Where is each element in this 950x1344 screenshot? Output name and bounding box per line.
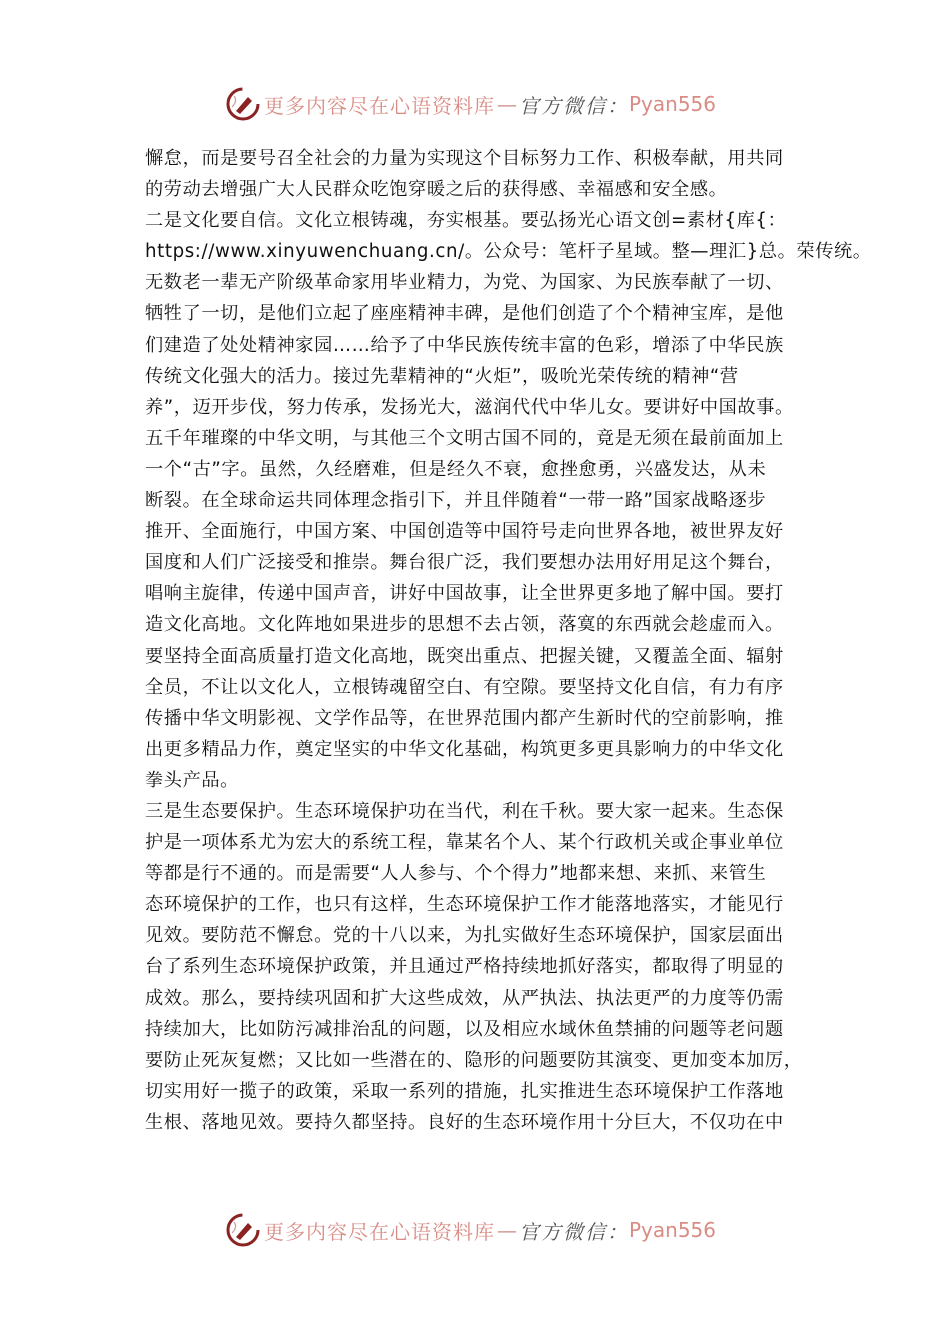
banner-wechat-id: Pyan556 (629, 1218, 717, 1242)
text-line: 的劳动去增强广大人民群众吃饱穿暖之后的获得感、幸福感和安全感。 (145, 179, 728, 201)
banner-dash: — (497, 92, 517, 116)
pen-nib-logo-icon (226, 87, 260, 121)
text-line: 牺牲了一切，是他们立起了座座精神丰碑，是他们创造了个个精神宝库，是他 (145, 303, 784, 325)
text-line: 态环境保护的工作，也只有这样，生态环境保护工作才能落地落实，才能见行 (145, 894, 784, 916)
text-line: 生根、落地见效。要持久都坚持。良好的生态环境作用十分巨大，不仅功在中 (145, 1111, 784, 1133)
text-line: 见效。要防范不懈怠。党的十八以来，为扎实做好生态环境保护，国家层面出 (145, 925, 784, 947)
text-line: 三是生态要保护。生态环境保护功在当代，利在千秋。要大家一起来。生态保 (145, 800, 784, 822)
text-line: 持续加大，比如防污减排治乱的问题，以及相应水域休鱼禁捕的问题等老问题 (145, 1018, 784, 1040)
text-line: 成效。那么，要持续巩固和扩大这些成效，从严执法、执法更严的力度等仍需 (145, 987, 784, 1009)
banner-wechat-label: 官方微信： (519, 93, 629, 118)
text-line: 推开、全面施行，中国方案、中国创造等中国符号走向世界各地，被世界友好 (145, 521, 784, 543)
text-line: 护是一项体系尤为宏大的系统工程，靠某名个人、某个行政机关或企事业单位 (145, 832, 784, 854)
text-line: 无数老一辈无产阶级革命家用毕业精力，为党、为国家、为民族奉献了一切、 (145, 272, 784, 294)
banner-dash: — (497, 1218, 517, 1242)
text-line: 一个“古”字。虽然，久经磨难，但是经久不衰，愈挫愈勇，兴盛发达，从未 (145, 458, 767, 480)
banner-main-text: 更多内容尽在心语资料库 (264, 1219, 495, 1244)
text-line: 懈怠，而是要号召全社会的力量为实现这个目标努力工作、积极奉献，用共同 (145, 148, 784, 169)
text-line: 传播中华文明影视、文学作品等，在世界范围内都产生新时代的空前影响，推 (145, 707, 784, 729)
banner-main-text: 更多内容尽在心语资料库 (264, 93, 495, 118)
banner-wechat-id: Pyan556 (629, 92, 717, 116)
text-line: 断裂。在全球命运共同体理念指引下，并且伴随着“一带一路”国家战略逐步 (145, 490, 767, 512)
text-line: 拳头产品。 (145, 769, 239, 791)
text-line: 全员，不让以文化人，立根铸魂留空白、有空隙。要坚持文化自信，有力有序 (145, 676, 784, 698)
text-line: 台了系列生态环境保护政策，并且通过严格持续地抓好落实，都取得了明显的 (145, 956, 784, 978)
text-line: 们建造了处处精神家园……给予了中华民族传统丰富的色彩，增添了中华民族 (145, 334, 784, 356)
text-line-url: https://www.xinyuwenchuang.cn/。公众号：笔杆子星域。整—理汇}总。荣传统。 (145, 241, 872, 263)
text-line: 养”，迈开步伐，努力传承，发扬光大，滋润代代中华儿女。要讲好中国故事。 (145, 396, 794, 418)
text-line: 等都是行不通的。而是需要“人人参与、个个得力”地都来想、来抓、来管生 (145, 863, 767, 885)
text-line: 二是文化要自信。文化立根铸魂，夯实根基。要弘扬光心语文创=素材{库{： (145, 210, 787, 232)
text-line: 造文化高地。文化阵地如果进步的思想不去占领，落寞的东西就会趁虚而入。 (145, 614, 784, 636)
text-line: 五千年璀璨的中华文明，与其他三个文明古国不同的，竟是无须在最前面加上 (145, 427, 784, 449)
text-line: 传统文化强大的活力。接过先辈精神的“火炬”，吸吮光荣传统的精神“营 (145, 365, 739, 387)
header-banner (226, 84, 726, 124)
text-line: 国度和人们广泛接受和推崇。舞台很广泛，我们要想办法用好用足这个舞台， (145, 552, 784, 574)
text-line: 唱响主旋律，传递中国声音，讲好中国故事，让全世界更多地了解中国。要打 (145, 583, 784, 605)
text-line: 要防止死灰复燃；又比如一些潜在的、隐形的问题要防其演变、更加变本加厉， (145, 1049, 803, 1071)
banner-wechat-label: 官方微信： (519, 1219, 629, 1244)
pen-nib-logo-icon (226, 1213, 260, 1247)
footer-banner (226, 1210, 726, 1250)
text-line: 出更多精品力作，奠定坚实的中华文化基础，构筑更多更具影响力的中华文化 (145, 738, 784, 760)
document-body (145, 143, 872, 1138)
text-line: 要坚持全面高质量打造文化高地，既突出重点、把握关键，又覆盖全面、辐射 (145, 645, 784, 667)
text-line: 切实用好一揽子的政策，采取一系列的措施，扎实推进生态环境保护工作落地 (145, 1080, 784, 1102)
